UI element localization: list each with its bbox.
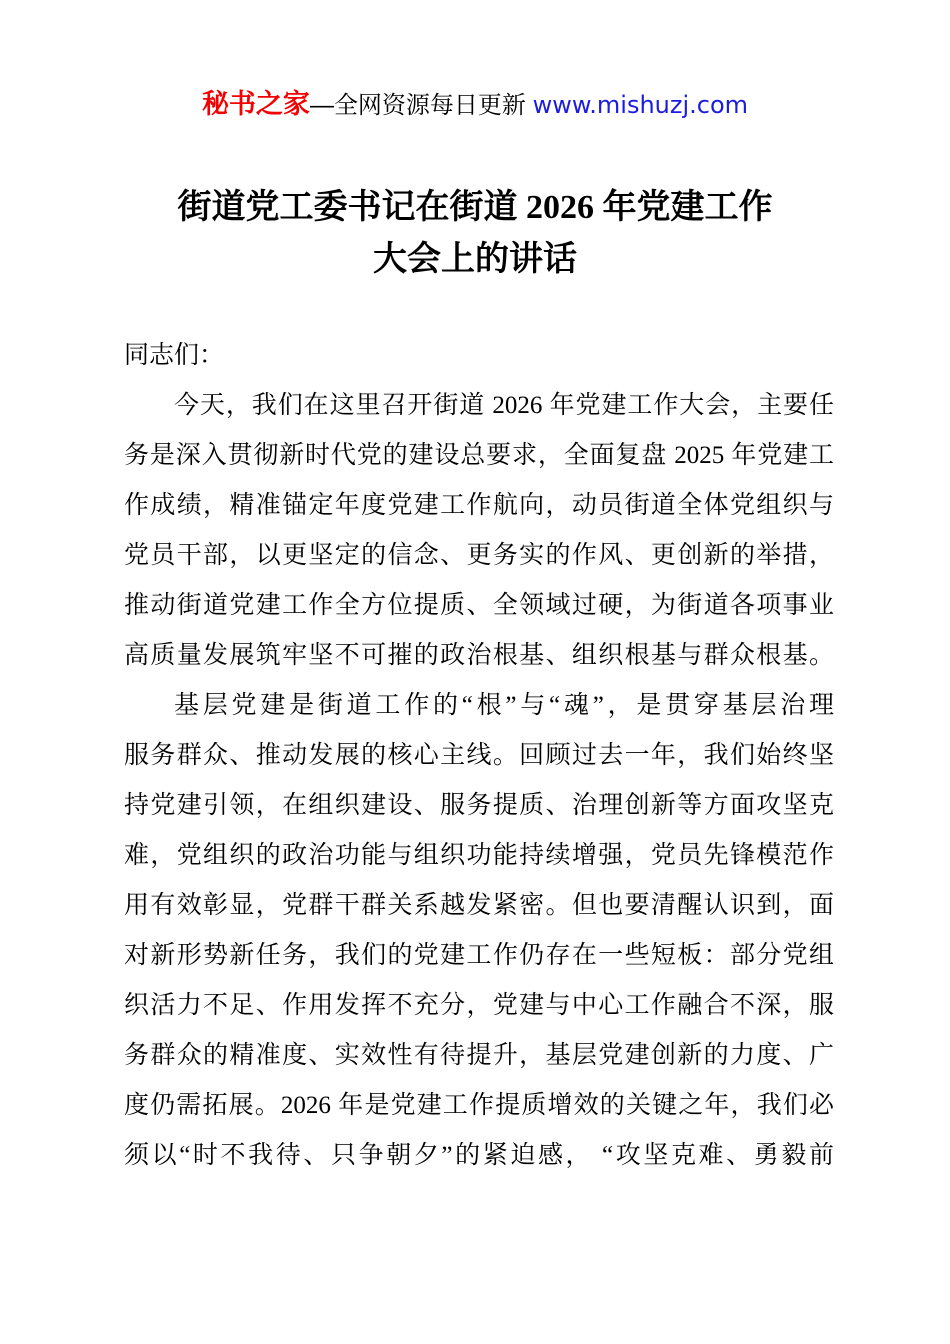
paragraph-line: 对新形势新任务，我们的党建工作仍存在一些短板：部分党组 [124, 942, 834, 969]
paragraph-line: 高质量发展筑牢坚不可摧的政治根基、组织根基与群众根基。 [124, 642, 834, 669]
paragraph-line: 务是深入贯彻新时代党的建设总要求，全面复盘 2025 年党建工 [124, 442, 834, 469]
paragraph-line: 难，党组织的政治功能与组织功能持续增强，党员先锋模范作 [124, 842, 834, 869]
title-line-2: 大会上的讲话 [373, 241, 577, 278]
paragraph-line: 今天，我们在这里召开街道 2026 年党建工作大会，主要任 [174, 392, 834, 419]
paragraph-line: 度仍需拓展。2026 年是党建工作提质增效的关键之年，我们必 [124, 1092, 834, 1119]
brand-text: 秘书之家 [201, 89, 310, 119]
body-paragraph-1 [124, 381, 834, 681]
title-line-1: 街道党工委书记在街道 2026 年党建工作 [177, 189, 773, 226]
paragraph-line: 基层党建是街道工作的“根”与“魂”，是贯穿基层治理 [174, 692, 834, 719]
paragraph-line: 织活力不足、作用发挥不充分，党建与中心工作融合不深，服 [124, 992, 834, 1019]
paragraph-line: 服务群众、推动发展的核心主线。回顾过去一年，我们始终坚 [124, 742, 834, 769]
document-body [124, 331, 834, 1181]
paragraph-line: 推动街道党建工作全方位提质、全领域过硬，为街道各项事业 [124, 592, 834, 619]
body-paragraph-2 [124, 681, 834, 1181]
paragraph-line: 作成绩，精准锚定年度党建工作航向，动员街道全体党组织与 [124, 492, 834, 519]
paragraph-line: 务群众的精准度、实效性有待提升，基层党建创新的力度、广 [124, 1042, 834, 1069]
document-title [0, 182, 950, 286]
paragraph-line: 党员干部，以更坚定的信念、更务实的作风、更创新的举措， [124, 542, 834, 569]
paragraph-line: 用有效彰显，党群干群关系越发紧密。但也要清醒认识到，面 [124, 892, 834, 919]
site-url-link[interactable]: www.mishuzj.com [532, 91, 749, 119]
salutation: 同志们： [124, 342, 225, 369]
paragraph-line: 须以“时不我待、只争朝夕”的紧迫感， “攻坚克难、勇毅前 [124, 1142, 834, 1169]
header-tagline: —全网资源每日更新 [309, 92, 533, 119]
paragraph-line: 持党建引领，在组织建设、服务提质、治理创新等方面攻坚克 [124, 792, 834, 819]
site-header [0, 0, 950, 124]
